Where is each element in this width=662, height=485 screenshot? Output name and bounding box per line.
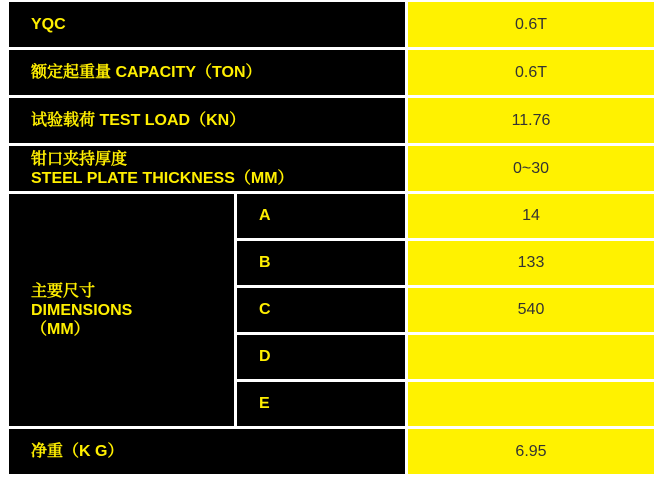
dimension-key-a: A [237,194,405,238]
thickness-label [9,146,405,191]
test-load-value: 11.76 [408,98,654,143]
dimension-value-a: 14 [408,194,654,238]
thickness-value: 0~30 [408,146,654,191]
dimensions-label-en: DIMENSIONS [31,301,133,319]
thickness-label-cn: 钳口夹持厚度 [31,150,128,168]
test-load-label: 试验载荷 TEST LOAD（KN） [9,98,405,143]
dimension-key-d: D [237,335,405,379]
dimensions-label-cn: 主要尺寸 [31,282,96,300]
dimensions-label-unit: （MM） [31,320,90,338]
thickness-label-en: STEEL PLATE THICKNESS（MM） [31,169,294,187]
capacity-label: 额定起重量 CAPACITY（TON） [9,50,405,95]
dimensions-label [9,194,234,426]
model-label: YQC [9,2,405,47]
dimension-value-b: 133 [408,241,654,285]
dimension-value-d [408,335,654,379]
capacity-value: 0.6T [408,50,654,95]
model-value: 0.6T [408,2,654,47]
dimension-value-c: 540 [408,288,654,332]
dimension-key-e: E [237,382,405,426]
dimension-key-c: C [237,288,405,332]
weight-value: 6.95 [408,429,654,474]
dimension-key-b: B [237,241,405,285]
weight-label: 净重（K G） [9,429,405,474]
dimension-value-e [408,382,654,426]
